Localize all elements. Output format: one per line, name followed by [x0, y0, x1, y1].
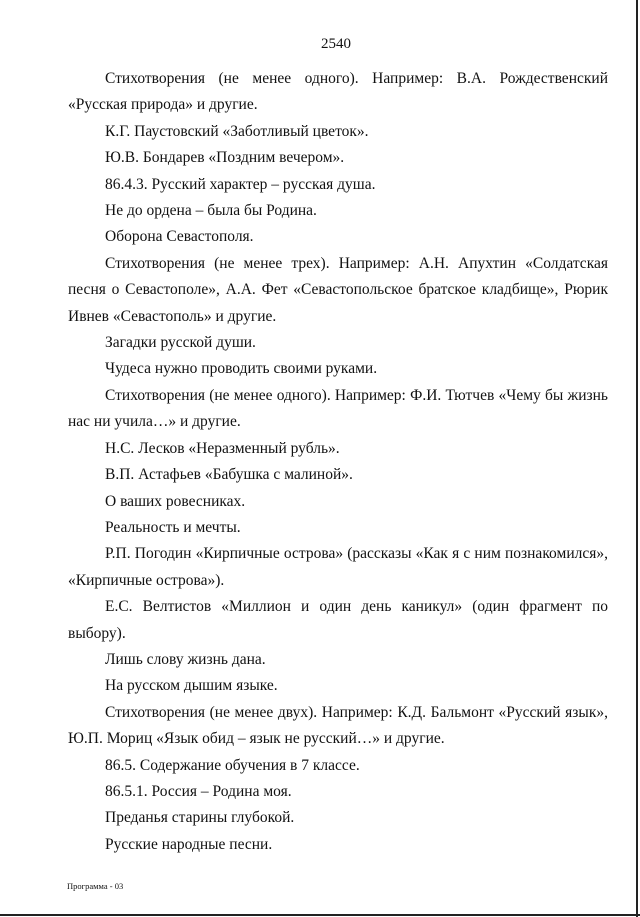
paragraph: Лишь слову жизнь дана.	[105, 650, 266, 668]
paragraph: О ваших ровесниках.	[105, 492, 246, 510]
paragraph: Стихотворения (не менее двух). Например: К.Д. Бальмонт «Русский язык», Ю.П. Мориц «Язык обид – язык не русский…» и другие.	[68, 703, 608, 748]
page-edge-right	[636, 0, 638, 917]
document-body	[68, 66, 608, 858]
paragraph: Не до ордена – была бы Родина.	[105, 202, 317, 220]
paragraph: Ю.В. Бондарев «Поздним вечером».	[105, 149, 345, 167]
footer-label: Программа - 03	[67, 881, 124, 891]
paragraph: На русском дышим языке.	[105, 677, 278, 695]
paragraph: Русские народные песни.	[105, 835, 273, 853]
paragraph: Р.П. Погодин «Кирпичные острова» (рассказы «Как я с ним познакомился», «Кирпичные острова»).	[68, 545, 608, 589]
paragraph: Стихотворения (не менее одного). Например: Ф.И. Тютчев «Чему бы жизнь нас ни учила…» и другие.	[68, 386, 608, 431]
paragraph: К.Г. Паустовский «Заботливый цветок».	[105, 122, 369, 140]
paragraph: Преданья старины глубокой.	[105, 809, 295, 827]
section-heading: 86.5.1. Россия – Родина моя.	[105, 782, 292, 800]
section-heading: 86.4.3. Русский характер – русская душа.	[105, 175, 376, 193]
paragraph: Стихотворения (не менее одного). Например: В.А. Рождественский «Русская природа» и другие.	[68, 70, 608, 114]
paragraph: Е.С. Велтистов «Миллион и один день каникул» (один фрагмент по выбору).	[68, 598, 608, 642]
paragraph: Н.С. Лесков «Неразменный рубль».	[105, 439, 340, 457]
paragraph: В.П. Астафьев «Бабушка с малиной».	[105, 466, 353, 484]
section-heading: 86.5. Содержание обучения в 7 классе.	[105, 756, 360, 774]
page-edge-bottom	[0, 914, 640, 916]
paragraph: Загадки русской души.	[105, 334, 256, 352]
page-number: 2540	[321, 36, 351, 52]
paragraph: Чудеса нужно проводить своими руками.	[105, 360, 378, 378]
paragraph: Стихотворения (не менее трех). Например: А.Н. Апухтин «Солдатская песня о Севастополе», А.А. Фет «Севастопольское братское кладбище», Рюрик Ивнев «Севастополь» и другие.	[68, 254, 608, 325]
paragraph: Оборона Севастополя.	[105, 228, 254, 246]
paragraph: Реальность и мечты.	[105, 518, 241, 536]
